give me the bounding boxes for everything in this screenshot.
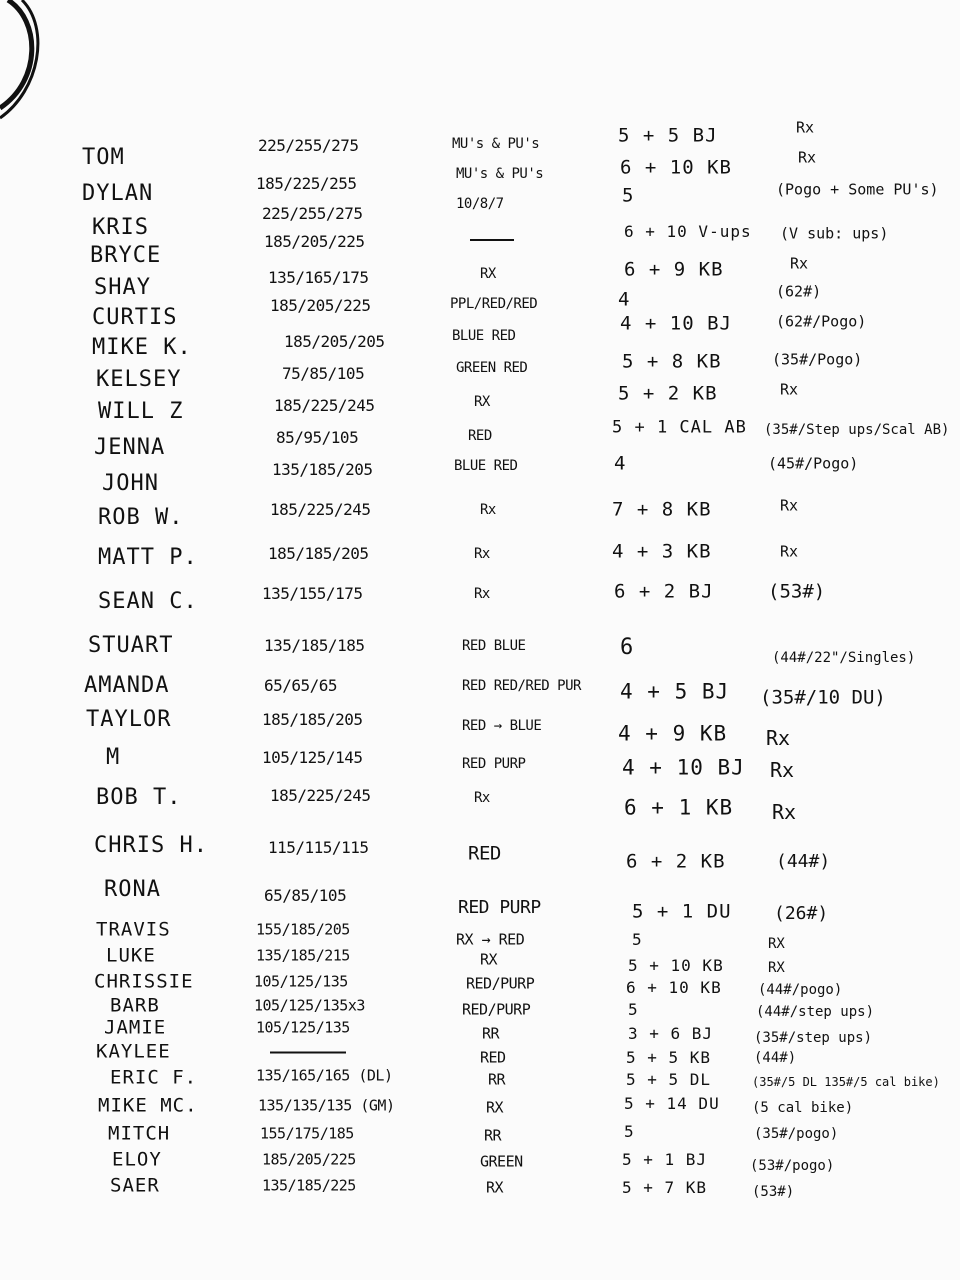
athlete-name: LUKE — [106, 944, 156, 967]
notes: (53#) — [752, 1184, 795, 1200]
scaling-note: RX — [474, 394, 490, 410]
athlete-name: CURTIS — [92, 305, 178, 330]
lift-weights — [270, 1045, 346, 1060]
score: 4 + 10 BJ — [620, 312, 732, 335]
lift-weights: 185/225/245 — [270, 786, 371, 805]
score: 5 + 10 KB — [628, 956, 724, 975]
notes: (44#) — [776, 851, 831, 872]
score: 6 + 2 KB — [626, 850, 726, 873]
scaling-note: RED/PURP — [466, 974, 535, 993]
athlete-name: MITCH — [108, 1122, 171, 1145]
notes: (53#/pogo) — [750, 1158, 835, 1174]
lift-weights: 85/95/105 — [276, 428, 359, 447]
notes: Rx — [772, 800, 797, 824]
lift-weights: 225/255/275 — [258, 136, 359, 155]
lift-weights: 155/185/205 — [256, 920, 350, 939]
athlete-name: ERIC F. — [110, 1066, 198, 1089]
athlete-name: RONA — [104, 877, 161, 902]
scaling-note: RED — [468, 428, 492, 444]
notes: (35#/5 DL 135#/5 cal bike) — [752, 1075, 940, 1089]
lift-weights: 185/205/205 — [284, 332, 385, 351]
athlete-name: DYLAN — [82, 181, 154, 206]
notes: (44#) — [754, 1050, 797, 1066]
notes: (45#/Pogo) — [768, 454, 859, 473]
score: 6 + 10 KB — [626, 978, 722, 997]
lift-weights: 135/165/175 — [268, 268, 369, 287]
athlete-name: TOM — [82, 145, 125, 170]
score: 4 + 10 BJ — [622, 755, 745, 780]
lift-weights: 185/225/255 — [256, 174, 357, 193]
notes: Rx — [798, 148, 817, 167]
corner-drawing-mark — [0, 0, 60, 130]
lift-weights: 185/205/225 — [264, 232, 365, 251]
athlete-name: MATT P. — [98, 545, 198, 570]
lift-weights: 105/125/145 — [262, 748, 363, 767]
athlete-name: MIKE K. — [92, 335, 192, 360]
lift-weights: 65/85/105 — [264, 886, 347, 905]
athlete-name: TAYLOR — [86, 707, 172, 732]
score: 6 + 10 KB — [620, 156, 732, 179]
scaling-note: RR — [482, 1024, 500, 1043]
scaling-note: RED — [480, 1048, 506, 1067]
score: 5 + 1 BJ — [622, 1150, 708, 1169]
score: 6 + 2 BJ — [614, 580, 714, 603]
athlete-name: SAER — [110, 1174, 160, 1197]
athlete-name: ELOY — [112, 1148, 162, 1171]
athlete-name: AMANDA — [84, 673, 170, 698]
scaling-note: 10/8/7 — [456, 196, 504, 212]
scaling-divider — [470, 233, 514, 247]
lift-weights: 185/225/245 — [270, 500, 371, 519]
scaling-note: GREEN — [480, 1152, 523, 1171]
athlete-name: KRIS — [92, 215, 149, 240]
score: 5 — [632, 930, 643, 949]
scaling-note: RR — [488, 1070, 506, 1089]
notes: Rx — [790, 254, 809, 273]
score: 6 + 1 KB — [624, 795, 734, 820]
notes: Rx — [780, 496, 799, 515]
lift-weights: 185/205/225 — [262, 1150, 356, 1169]
lift-weights: 185/205/225 — [270, 296, 371, 315]
score: 5 — [624, 1122, 635, 1141]
notes: RX — [768, 960, 785, 976]
notes: Rx — [780, 380, 799, 399]
scaling-note: MU's & PU's — [452, 136, 540, 152]
athlete-name: JENNA — [94, 435, 166, 460]
scaling-note: RX → RED — [456, 930, 525, 949]
athlete-name: JAMIE — [104, 1016, 167, 1039]
notes: (5 cal bike) — [752, 1100, 854, 1116]
athlete-name: KAYLEE — [96, 1040, 171, 1063]
scaling-note: Rx — [474, 586, 490, 602]
scaling-note: RED RED/RED PUR — [462, 678, 581, 694]
notes: (35#/10 DU) — [760, 686, 886, 709]
notes: (V sub: ups) — [780, 224, 889, 243]
notes: RX — [768, 936, 785, 952]
notes: (44#/22"/Singles) — [772, 650, 916, 666]
notes: (53#) — [768, 580, 826, 603]
athlete-name: BRYCE — [90, 243, 162, 268]
score: 7 + 8 KB — [612, 498, 712, 521]
athlete-name: CHRIS H. — [94, 833, 208, 858]
lift-weights: 105/125/135x3 — [254, 996, 365, 1015]
athlete-name: JOHN — [102, 471, 159, 496]
scaling-note: RED PURP — [462, 756, 526, 772]
score: 5 + 7 KB — [622, 1178, 708, 1197]
lift-weights: 75/85/105 — [282, 364, 365, 383]
scaling-note: Rx — [480, 502, 496, 518]
score: 6 — [620, 635, 635, 660]
score: 4 + 3 KB — [612, 540, 712, 563]
score: 5 + 2 KB — [618, 382, 718, 405]
athlete-name: BOB T. — [96, 785, 182, 810]
score: 5 — [622, 184, 635, 207]
lift-weights: 65/65/65 — [264, 676, 338, 695]
score: 5 + 5 DL — [626, 1070, 712, 1089]
lift-weights: 105/125/135 — [256, 1018, 350, 1037]
score: 5 + 1 CAL AB — [612, 417, 747, 438]
score: 5 + 1 DU — [632, 900, 732, 923]
athlete-name: STUART — [88, 633, 174, 658]
scaling-note: Rx — [474, 790, 490, 806]
lift-weights: 135/135/135 (GM) — [258, 1096, 395, 1115]
score: 4 — [614, 452, 627, 475]
athlete-name: MIKE MC. — [98, 1094, 198, 1117]
lift-weights: 135/185/215 — [256, 946, 350, 965]
lift-weights: 185/225/245 — [274, 396, 375, 415]
notes: (44#/step ups) — [756, 1004, 875, 1020]
notes: (35#/pogo) — [754, 1126, 839, 1142]
lift-weights: 135/185/185 — [264, 636, 365, 655]
athlete-name: SHAY — [94, 275, 151, 300]
notes: Rx — [796, 118, 815, 137]
scaling-note: RX — [480, 266, 496, 282]
scaling-note: RX — [486, 1178, 504, 1197]
scaling-note: RED PURP — [458, 897, 541, 918]
scaling-note: BLUE RED — [454, 458, 518, 474]
notes: Rx — [780, 542, 799, 561]
scaling-note: RED BLUE — [462, 638, 526, 654]
scaling-note: MU's & PU's — [456, 166, 544, 182]
score: 4 — [618, 288, 631, 311]
athlete-name: KELSEY — [96, 367, 182, 392]
lift-weights: 135/155/175 — [262, 584, 363, 603]
score: 6 + 10 V-ups — [624, 222, 752, 241]
scaling-note: GREEN RED — [456, 360, 528, 376]
scaling-note: RED → BLUE — [462, 718, 542, 734]
lift-weights: 225/255/275 — [262, 204, 363, 223]
scaling-note: BLUE RED — [452, 328, 516, 344]
athlete-name: SEAN C. — [98, 589, 198, 614]
score: 3 + 6 BJ — [628, 1024, 714, 1043]
score: 6 + 9 KB — [624, 258, 724, 281]
score: 5 + 8 KB — [622, 350, 722, 373]
athlete-name: CHRISSIE — [94, 970, 194, 993]
score: 5 + 5 KB — [626, 1048, 712, 1067]
notes: (62#) — [776, 282, 822, 301]
score: 4 + 9 KB — [618, 721, 728, 746]
lift-weights: 185/185/205 — [268, 544, 369, 563]
athlete-name: ROB W. — [98, 505, 184, 530]
score: 5 + 14 DU — [624, 1094, 720, 1113]
scaling-note: RX — [480, 950, 498, 969]
notes: (35#/Pogo) — [772, 350, 863, 369]
scaling-note: RED — [468, 842, 501, 865]
scaling-note: RED/PURP — [462, 1000, 531, 1019]
score: 4 + 5 BJ — [620, 679, 730, 704]
lift-weights: 185/185/205 — [262, 710, 363, 729]
scaling-note: PPL/RED/RED — [450, 296, 538, 312]
scaling-note: RX — [486, 1098, 504, 1117]
score: 5 — [628, 1000, 639, 1019]
notes: (35#/Step ups/Scal AB) — [764, 422, 950, 438]
athlete-name: M — [106, 745, 121, 770]
lift-weights: 135/185/205 — [272, 460, 373, 479]
athlete-name: BARB — [110, 994, 160, 1017]
lift-weights: 135/165/165 (DL) — [256, 1066, 393, 1085]
lift-weights: 115/115/115 — [268, 838, 369, 857]
scaling-note: Rx — [474, 546, 490, 562]
athlete-name: WILL Z — [98, 399, 184, 424]
notes: (26#) — [774, 903, 829, 924]
notes: Rx — [770, 758, 795, 782]
notes: (62#/Pogo) — [776, 312, 867, 331]
lift-weights: 135/185/225 — [262, 1176, 356, 1195]
lift-weights: 155/175/185 — [260, 1124, 354, 1143]
notes: Rx — [766, 726, 791, 750]
notes: (Pogo + Some PU's) — [776, 180, 939, 199]
score: 5 + 5 BJ — [618, 124, 718, 147]
athlete-name: TRAVIS — [96, 918, 171, 941]
notes: (35#/step ups) — [754, 1030, 873, 1046]
notes: (44#/pogo) — [758, 982, 843, 998]
lift-weights: 105/125/135 — [254, 972, 348, 991]
scaling-note: RR — [484, 1126, 502, 1145]
